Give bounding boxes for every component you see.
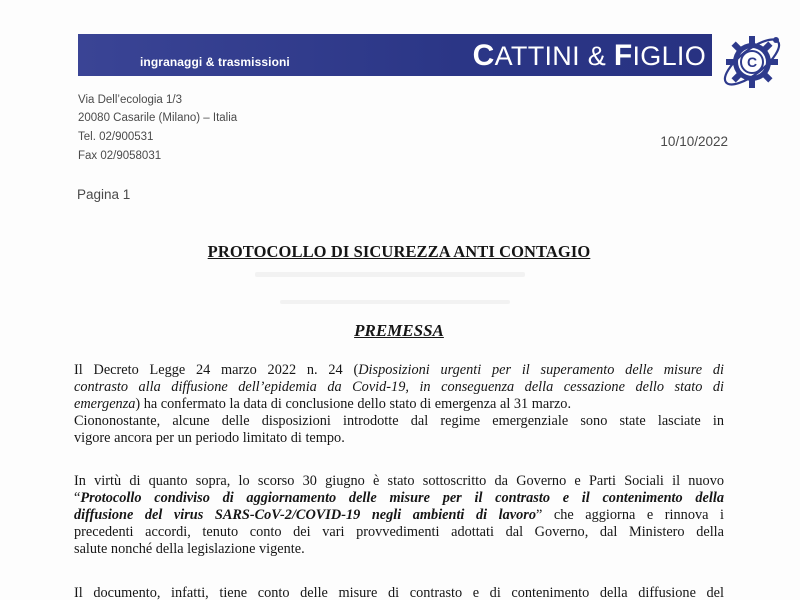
document-date: 10/10/2022 xyxy=(660,134,728,149)
text-line: vigore ancora per un periodo limitato di tempo. xyxy=(74,430,345,446)
gear-logo-icon xyxy=(718,26,790,96)
text-line: precedenti accordi, tenuto conto dei vari provvedimenti adottati dal Governo, dal Ministero della xyxy=(74,524,724,540)
scan-artifact xyxy=(280,300,510,304)
document-title: PROTOCOLLO DI SICUREZZA ANTI CONTAGIO xyxy=(207,242,591,261)
address-fax: Fax 02/9058031 xyxy=(78,150,162,162)
bold-italic-text: diffusione del virus SARS-CoV-2/COVID-19 negli ambienti di lavoro xyxy=(74,507,536,523)
italic-text: Disposizioni urgenti per il superamento delle misure di xyxy=(358,362,724,378)
text-line xyxy=(74,507,724,524)
text-span: ) ha confermato la data di conclusione dello stato di emergenza al 31 marzo. xyxy=(135,396,572,412)
page-number: Pagina 1 xyxy=(77,187,131,202)
text-line xyxy=(74,490,724,507)
company-name xyxy=(440,39,706,73)
paragraph-premessa-1 xyxy=(74,362,724,447)
paragraph-premessa-3 xyxy=(74,585,724,600)
address-city: 20080 Casarile (Milano) – Italia xyxy=(78,112,238,124)
text-line: contrasto alla diffusione dell’epidemia da Covid-19, in conseguenza della cessazione dello stato di xyxy=(74,379,724,395)
paragraph-premessa-2 xyxy=(74,473,724,558)
address-street: Via Dell’ecologia 1/3 xyxy=(78,94,182,106)
logo-letter: C xyxy=(746,54,758,70)
text-span: “ xyxy=(74,490,81,506)
text-line: Ciononostante, alcune delle disposizioni introdotte dal regime emergenziale sono state lasciate in xyxy=(74,413,724,429)
brand-text-2: IGLIO xyxy=(632,41,706,71)
brand-initial-c: C xyxy=(472,39,495,72)
text-span: ” che aggiorna e rinnova i xyxy=(535,507,724,523)
scan-artifact xyxy=(255,272,525,277)
text-line: salute nonché della legislazione vigente. xyxy=(74,541,305,557)
brand-initial-f: F xyxy=(613,39,633,72)
brand-text-1: ATTINI & xyxy=(494,41,614,71)
section-title: PREMESSA xyxy=(354,321,444,340)
text-span: Il Decreto Legge 24 marzo 2022 n. 24 ( xyxy=(74,362,359,378)
company-tagline: ingranaggi & trasmissioni xyxy=(140,55,290,69)
text-line: Il documento, infatti, tiene conto delle misure di contrasto e di contenimento della diffusione del xyxy=(74,585,724,600)
bold-italic-text: Protocollo condiviso di aggiornamento delle misure per il contrasto e il contenimento della xyxy=(80,490,724,506)
text-line: In virtù di quanto sopra, lo scorso 30 giugno è stato sottoscritto da Governo e Parti Sociali il nuovo xyxy=(74,473,724,489)
italic-text: emergenza xyxy=(74,396,136,412)
text-line xyxy=(74,362,724,379)
text-line xyxy=(74,396,724,413)
address-phone: Tel. 02/900531 xyxy=(78,131,154,143)
